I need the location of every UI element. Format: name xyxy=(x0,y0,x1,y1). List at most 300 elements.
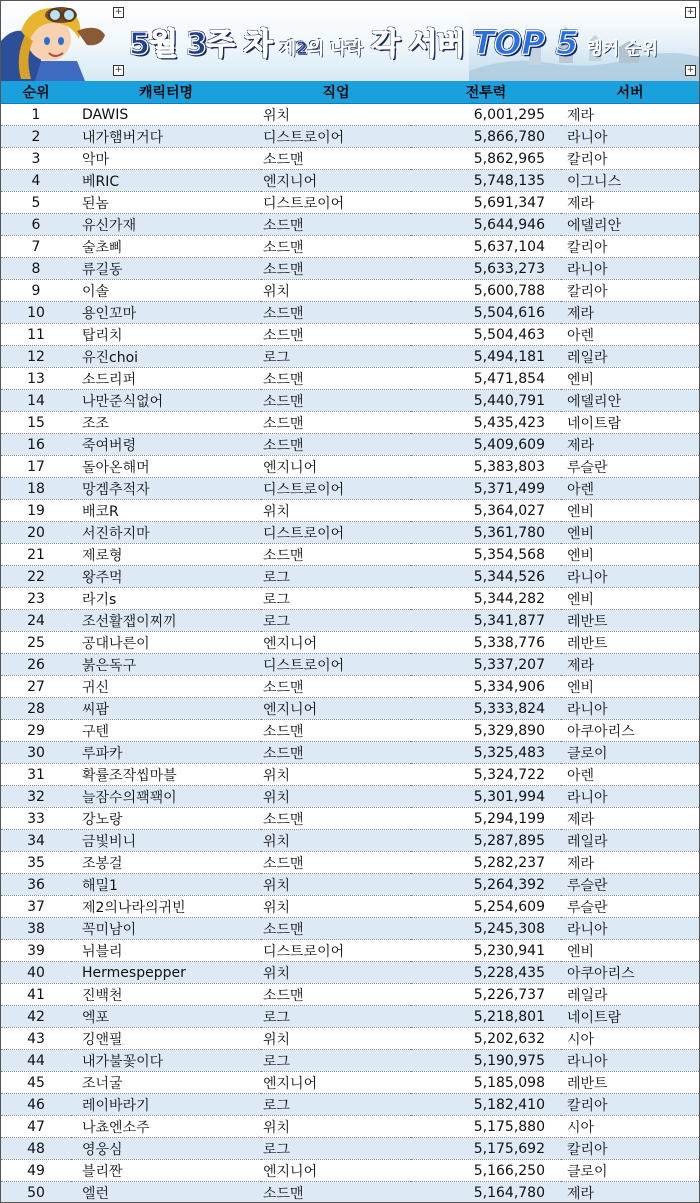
table-row xyxy=(1,104,699,126)
job-cell: 위치 xyxy=(261,786,411,808)
character-name-cell: 돌아온해머 xyxy=(71,456,261,478)
banner-week: 5월 3주 차 xyxy=(129,27,272,62)
combat-power-cell: 6,001,295 xyxy=(411,104,561,126)
server-cell: 루슬란 xyxy=(561,896,699,918)
character-name-cell: 공대나른이 xyxy=(71,632,261,654)
rank-cell: 41 xyxy=(1,984,71,1006)
combat-power-cell: 5,185,098 xyxy=(411,1072,561,1094)
rank-cell: 15 xyxy=(1,412,71,434)
character-name-cell: 늘잠수의꽥꽥이 xyxy=(71,786,261,808)
combat-power-cell: 5,409,609 xyxy=(411,434,561,456)
server-cell: 아쿠아리스 xyxy=(561,962,699,984)
combat-power-cell: 5,494,181 xyxy=(411,346,561,368)
table-row xyxy=(1,1160,699,1182)
combat-power-cell: 5,691,347 xyxy=(411,192,561,214)
combat-power-cell: 5,254,609 xyxy=(411,896,561,918)
rank-cell: 27 xyxy=(1,676,71,698)
character-name-cell: 확률조작씹마블 xyxy=(71,764,261,786)
table-row xyxy=(1,698,699,720)
combat-power-cell: 5,644,946 xyxy=(411,214,561,236)
character-name-cell: 조조 xyxy=(71,412,261,434)
character-name-cell: 금빛비니 xyxy=(71,830,261,852)
column-header-rank: 순위 xyxy=(1,81,71,104)
server-cell: 칼리아 xyxy=(561,236,699,258)
server-cell: 레일라 xyxy=(561,984,699,1006)
rank-cell: 20 xyxy=(1,522,71,544)
job-cell: 소드맨 xyxy=(261,720,411,742)
server-cell: 라니아 xyxy=(561,566,699,588)
character-name-cell: 나쵸엔소주 xyxy=(71,1116,261,1138)
rank-cell: 32 xyxy=(1,786,71,808)
rank-cell: 6 xyxy=(1,214,71,236)
character-name-cell: 된놈 xyxy=(71,192,261,214)
combat-power-cell: 5,504,616 xyxy=(411,302,561,324)
rank-cell: 14 xyxy=(1,390,71,412)
rank-cell: 25 xyxy=(1,632,71,654)
table-row xyxy=(1,368,699,390)
server-cell: 레반트 xyxy=(561,610,699,632)
character-name-cell: Hermespepper xyxy=(71,962,261,984)
banner-title xyxy=(129,19,658,63)
character-name-cell: 왕주먹 xyxy=(71,566,261,588)
table-row xyxy=(1,1138,699,1160)
server-cell: 이그니스 xyxy=(561,170,699,192)
job-cell: 위치 xyxy=(261,500,411,522)
table-row xyxy=(1,610,699,632)
combat-power-cell: 5,866,780 xyxy=(411,126,561,148)
character-name-cell: 진백천 xyxy=(71,984,261,1006)
server-cell: 라니아 xyxy=(561,126,699,148)
combat-power-cell: 5,175,880 xyxy=(411,1116,561,1138)
combat-power-cell: 5,226,737 xyxy=(411,984,561,1006)
combat-power-cell: 5,182,410 xyxy=(411,1094,561,1116)
server-cell: 엔비 xyxy=(561,588,699,610)
combat-power-cell: 5,325,483 xyxy=(411,742,561,764)
character-name-cell: 배코R xyxy=(71,500,261,522)
corner-mark-icon: + xyxy=(686,7,695,17)
rank-cell: 35 xyxy=(1,852,71,874)
table-row xyxy=(1,148,699,170)
rank-cell: 11 xyxy=(1,324,71,346)
table-row xyxy=(1,676,699,698)
banner-subtitle: 랭커 순위 xyxy=(586,39,658,59)
server-cell: 엔비 xyxy=(561,522,699,544)
rank-cell: 46 xyxy=(1,1094,71,1116)
table-row xyxy=(1,1050,699,1072)
combat-power-cell: 5,383,803 xyxy=(411,456,561,478)
combat-power-cell: 5,282,237 xyxy=(411,852,561,874)
combat-power-cell: 5,344,526 xyxy=(411,566,561,588)
combat-power-cell: 5,364,027 xyxy=(411,500,561,522)
combat-power-cell: 5,333,824 xyxy=(411,698,561,720)
rank-cell: 43 xyxy=(1,1028,71,1050)
rank-cell: 21 xyxy=(1,544,71,566)
server-cell: 칼리아 xyxy=(561,1138,699,1160)
rank-cell: 40 xyxy=(1,962,71,984)
combat-power-cell: 5,329,890 xyxy=(411,720,561,742)
character-name-cell: 뉘블리 xyxy=(71,940,261,962)
combat-power-cell: 5,294,199 xyxy=(411,808,561,830)
job-cell: 소드맨 xyxy=(261,808,411,830)
table-row xyxy=(1,720,699,742)
table-row xyxy=(1,962,699,984)
server-cell: 라니아 xyxy=(561,258,699,280)
combat-power-cell: 5,287,895 xyxy=(411,830,561,852)
rank-cell: 30 xyxy=(1,742,71,764)
job-cell: 위치 xyxy=(261,830,411,852)
combat-power-cell: 5,471,854 xyxy=(411,368,561,390)
job-cell: 소드맨 xyxy=(261,324,411,346)
server-cell: 네이트람 xyxy=(561,1006,699,1028)
job-cell: 소드맨 xyxy=(261,236,411,258)
table-row xyxy=(1,830,699,852)
table-row xyxy=(1,390,699,412)
job-cell: 엔지니어 xyxy=(261,698,411,720)
combat-power-cell: 5,344,282 xyxy=(411,588,561,610)
rank-cell: 28 xyxy=(1,698,71,720)
character-name-cell: 베RIC xyxy=(71,170,261,192)
server-cell: 라니아 xyxy=(561,698,699,720)
character-name-cell: 엘런 xyxy=(71,1182,261,1203)
job-cell: 디스트로이어 xyxy=(261,522,411,544)
rank-cell: 18 xyxy=(1,478,71,500)
job-cell: 로그 xyxy=(261,610,411,632)
server-cell: 엔비 xyxy=(561,940,699,962)
server-cell: 제라 xyxy=(561,852,699,874)
combat-power-cell: 5,371,499 xyxy=(411,478,561,500)
character-name-cell: 엑포 xyxy=(71,1006,261,1028)
character-name-cell: 악마 xyxy=(71,148,261,170)
rank-cell: 7 xyxy=(1,236,71,258)
job-cell: 위치 xyxy=(261,764,411,786)
character-name-cell: 용인꼬마 xyxy=(71,302,261,324)
job-cell: 위치 xyxy=(261,104,411,126)
column-header-character: 캐릭터명 xyxy=(71,81,261,104)
job-cell: 로그 xyxy=(261,1138,411,1160)
job-cell: 소드맨 xyxy=(261,258,411,280)
server-cell: 칼리아 xyxy=(561,280,699,302)
combat-power-cell: 5,218,801 xyxy=(411,1006,561,1028)
rank-cell: 29 xyxy=(1,720,71,742)
job-cell: 위치 xyxy=(261,1116,411,1138)
character-name-cell: 유신가재 xyxy=(71,214,261,236)
character-name-cell: 서진하지마 xyxy=(71,522,261,544)
combat-power-cell: 5,748,135 xyxy=(411,170,561,192)
combat-power-cell: 5,361,780 xyxy=(411,522,561,544)
table-row xyxy=(1,1094,699,1116)
combat-power-cell: 5,435,423 xyxy=(411,412,561,434)
character-name-cell: 조너굴 xyxy=(71,1072,261,1094)
server-cell: 레반트 xyxy=(561,632,699,654)
table-row xyxy=(1,566,699,588)
banner-game-name: 제2의 나라 xyxy=(279,39,364,59)
job-cell: 소드맨 xyxy=(261,544,411,566)
server-cell: 라니아 xyxy=(561,918,699,940)
job-cell: 로그 xyxy=(261,566,411,588)
combat-power-cell: 5,440,791 xyxy=(411,390,561,412)
table-row xyxy=(1,1116,699,1138)
table-row xyxy=(1,456,699,478)
column-header-server: 서버 xyxy=(561,81,699,104)
character-name-cell: 탑리치 xyxy=(71,324,261,346)
table-row xyxy=(1,918,699,940)
combat-power-cell: 5,264,392 xyxy=(411,874,561,896)
rank-cell: 3 xyxy=(1,148,71,170)
table-row xyxy=(1,500,699,522)
job-cell: 로그 xyxy=(261,346,411,368)
job-cell: 엔지니어 xyxy=(261,170,411,192)
table-row xyxy=(1,126,699,148)
server-cell: 레반트 xyxy=(561,1072,699,1094)
server-cell: 제라 xyxy=(561,1182,699,1203)
table-row xyxy=(1,324,699,346)
character-name-cell: 류길동 xyxy=(71,258,261,280)
rank-cell: 45 xyxy=(1,1072,71,1094)
combat-power-cell: 5,338,776 xyxy=(411,632,561,654)
server-cell: 제라 xyxy=(561,302,699,324)
server-cell: 엔비 xyxy=(561,544,699,566)
job-cell: 위치 xyxy=(261,962,411,984)
table-row xyxy=(1,984,699,1006)
table-row xyxy=(1,654,699,676)
table-row xyxy=(1,1006,699,1028)
job-cell: 소드맨 xyxy=(261,984,411,1006)
rank-cell: 39 xyxy=(1,940,71,962)
rank-cell: 36 xyxy=(1,874,71,896)
server-cell: 라니아 xyxy=(561,786,699,808)
server-cell: 에델리안 xyxy=(561,214,699,236)
job-cell: 소드맨 xyxy=(261,214,411,236)
server-cell: 클로이 xyxy=(561,742,699,764)
job-cell: 엔지니어 xyxy=(261,456,411,478)
combat-power-cell: 5,354,568 xyxy=(411,544,561,566)
title-banner xyxy=(1,1,699,81)
table-row xyxy=(1,742,699,764)
character-name-cell: 해밀1 xyxy=(71,874,261,896)
rank-cell: 5 xyxy=(1,192,71,214)
job-cell: 디스트로이어 xyxy=(261,478,411,500)
server-cell: 엔비 xyxy=(561,500,699,522)
server-cell: 제라 xyxy=(561,808,699,830)
table-row xyxy=(1,478,699,500)
job-cell: 소드맨 xyxy=(261,148,411,170)
job-cell: 위치 xyxy=(261,280,411,302)
rank-cell: 17 xyxy=(1,456,71,478)
rank-cell: 50 xyxy=(1,1182,71,1203)
rank-cell: 44 xyxy=(1,1050,71,1072)
table-row xyxy=(1,1072,699,1094)
job-cell: 소드맨 xyxy=(261,368,411,390)
character-name-cell: 귀신 xyxy=(71,676,261,698)
rank-cell: 1 xyxy=(1,104,71,126)
job-cell: 소드맨 xyxy=(261,412,411,434)
character-name-cell: 제로형 xyxy=(71,544,261,566)
table-row xyxy=(1,258,699,280)
character-name-cell: DAWIS xyxy=(71,104,261,126)
mascot-character-illustration xyxy=(1,1,125,81)
character-name-cell: 나만준식없어 xyxy=(71,390,261,412)
server-cell: 에델리안 xyxy=(561,390,699,412)
rank-cell: 42 xyxy=(1,1006,71,1028)
job-cell: 로그 xyxy=(261,1006,411,1028)
rank-cell: 10 xyxy=(1,302,71,324)
server-cell: 아렌 xyxy=(561,324,699,346)
table-row xyxy=(1,544,699,566)
rank-cell: 22 xyxy=(1,566,71,588)
combat-power-cell: 5,301,994 xyxy=(411,786,561,808)
server-cell: 제라 xyxy=(561,434,699,456)
character-name-cell: 강노랑 xyxy=(71,808,261,830)
server-cell: 아쿠아리스 xyxy=(561,720,699,742)
rank-cell: 48 xyxy=(1,1138,71,1160)
table-row xyxy=(1,874,699,896)
job-cell: 디스트로이어 xyxy=(261,192,411,214)
table-row xyxy=(1,1028,699,1050)
job-cell: 디스트로이어 xyxy=(261,654,411,676)
banner-each-server: 각 서버 xyxy=(371,27,465,62)
character-name-cell: 깅앤필 xyxy=(71,1028,261,1050)
table-row xyxy=(1,632,699,654)
character-name-cell: 꼭미남이 xyxy=(71,918,261,940)
character-name-cell: 붉은독구 xyxy=(71,654,261,676)
table-row xyxy=(1,434,699,456)
job-cell: 소드맨 xyxy=(261,1182,411,1203)
table-row xyxy=(1,1182,699,1203)
server-cell: 라니아 xyxy=(561,1050,699,1072)
rank-cell: 49 xyxy=(1,1160,71,1182)
job-cell: 엔지니어 xyxy=(261,1072,411,1094)
server-cell: 칼리아 xyxy=(561,148,699,170)
combat-power-cell: 5,337,207 xyxy=(411,654,561,676)
rank-cell: 37 xyxy=(1,896,71,918)
job-cell: 위치 xyxy=(261,896,411,918)
character-name-cell: 망겜추적자 xyxy=(71,478,261,500)
job-cell: 로그 xyxy=(261,1094,411,1116)
combat-power-cell: 5,341,877 xyxy=(411,610,561,632)
rank-cell: 31 xyxy=(1,764,71,786)
job-cell: 소드맨 xyxy=(261,390,411,412)
job-cell: 위치 xyxy=(261,1028,411,1050)
combat-power-cell: 5,324,722 xyxy=(411,764,561,786)
rank-cell: 2 xyxy=(1,126,71,148)
table-row xyxy=(1,896,699,918)
job-cell: 소드맨 xyxy=(261,434,411,456)
server-cell: 엔비 xyxy=(561,368,699,390)
corner-mark-icon: + xyxy=(114,65,123,75)
ranking-table xyxy=(1,81,699,1203)
rank-cell: 9 xyxy=(1,280,71,302)
table-row xyxy=(1,808,699,830)
server-cell: 아렌 xyxy=(561,478,699,500)
rank-cell: 12 xyxy=(1,346,71,368)
server-cell: 아렌 xyxy=(561,764,699,786)
character-name-cell: 유진choi xyxy=(71,346,261,368)
rank-cell: 33 xyxy=(1,808,71,830)
rank-cell: 26 xyxy=(1,654,71,676)
character-name-cell: 내가햄버거다 xyxy=(71,126,261,148)
corner-mark-icon: + xyxy=(114,7,123,17)
character-name-cell: 구텐 xyxy=(71,720,261,742)
combat-power-cell: 5,228,435 xyxy=(411,962,561,984)
character-name-cell: 루파카 xyxy=(71,742,261,764)
server-cell: 루슬란 xyxy=(561,456,699,478)
server-cell: 제라 xyxy=(561,192,699,214)
server-cell: 제라 xyxy=(561,654,699,676)
column-header-job: 직업 xyxy=(261,81,411,104)
job-cell: 엔지니어 xyxy=(261,1160,411,1182)
server-cell: 네이트람 xyxy=(561,412,699,434)
server-cell: 엔비 xyxy=(561,676,699,698)
rank-cell: 13 xyxy=(1,368,71,390)
combat-power-cell: 5,600,788 xyxy=(411,280,561,302)
character-name-cell: 이솔 xyxy=(71,280,261,302)
table-row xyxy=(1,412,699,434)
job-cell: 소드맨 xyxy=(261,676,411,698)
server-cell: 제라 xyxy=(561,104,699,126)
table-row xyxy=(1,346,699,368)
table-row xyxy=(1,786,699,808)
corner-mark-icon: + xyxy=(686,65,695,75)
server-cell: 루슬란 xyxy=(561,874,699,896)
table-row xyxy=(1,588,699,610)
character-name-cell: 술초삐 xyxy=(71,236,261,258)
combat-power-cell: 5,862,965 xyxy=(411,148,561,170)
job-cell: 로그 xyxy=(261,588,411,610)
rank-cell: 4 xyxy=(1,170,71,192)
table-row xyxy=(1,302,699,324)
job-cell: 디스트로이어 xyxy=(261,126,411,148)
job-cell: 로그 xyxy=(261,1050,411,1072)
character-name-cell: 제2의나라의귀빈 xyxy=(71,896,261,918)
rank-cell: 34 xyxy=(1,830,71,852)
job-cell: 위치 xyxy=(261,874,411,896)
table-row xyxy=(1,170,699,192)
column-header-power: 전투력 xyxy=(411,81,561,104)
table-row xyxy=(1,280,699,302)
rank-cell: 24 xyxy=(1,610,71,632)
rank-cell: 16 xyxy=(1,434,71,456)
table-row xyxy=(1,192,699,214)
rank-cell: 38 xyxy=(1,918,71,940)
server-cell: 시아 xyxy=(561,1028,699,1050)
server-cell: 칼리아 xyxy=(561,1094,699,1116)
table-row xyxy=(1,940,699,962)
server-cell: 시아 xyxy=(561,1116,699,1138)
combat-power-cell: 5,164,780 xyxy=(411,1182,561,1203)
character-name-cell: 영웅심 xyxy=(71,1138,261,1160)
job-cell: 소드맨 xyxy=(261,742,411,764)
rank-cell: 19 xyxy=(1,500,71,522)
table-row xyxy=(1,236,699,258)
character-name-cell: 조봉걸 xyxy=(71,852,261,874)
character-name-cell: 소드리퍼 xyxy=(71,368,261,390)
table-row xyxy=(1,522,699,544)
rank-cell: 23 xyxy=(1,588,71,610)
character-name-cell: 라기s xyxy=(71,588,261,610)
job-cell: 소드맨 xyxy=(261,852,411,874)
table-header-row xyxy=(1,81,699,104)
banner-top5: TOP 5 xyxy=(472,24,579,62)
combat-power-cell: 5,504,463 xyxy=(411,324,561,346)
combat-power-cell: 5,190,975 xyxy=(411,1050,561,1072)
character-name-cell: 씨팜 xyxy=(71,698,261,720)
server-cell: 레일라 xyxy=(561,346,699,368)
combat-power-cell: 5,245,308 xyxy=(411,918,561,940)
job-cell: 소드맨 xyxy=(261,918,411,940)
job-cell: 소드맨 xyxy=(261,302,411,324)
combat-power-cell: 5,230,941 xyxy=(411,940,561,962)
character-name-cell: 레이바라기 xyxy=(71,1094,261,1116)
